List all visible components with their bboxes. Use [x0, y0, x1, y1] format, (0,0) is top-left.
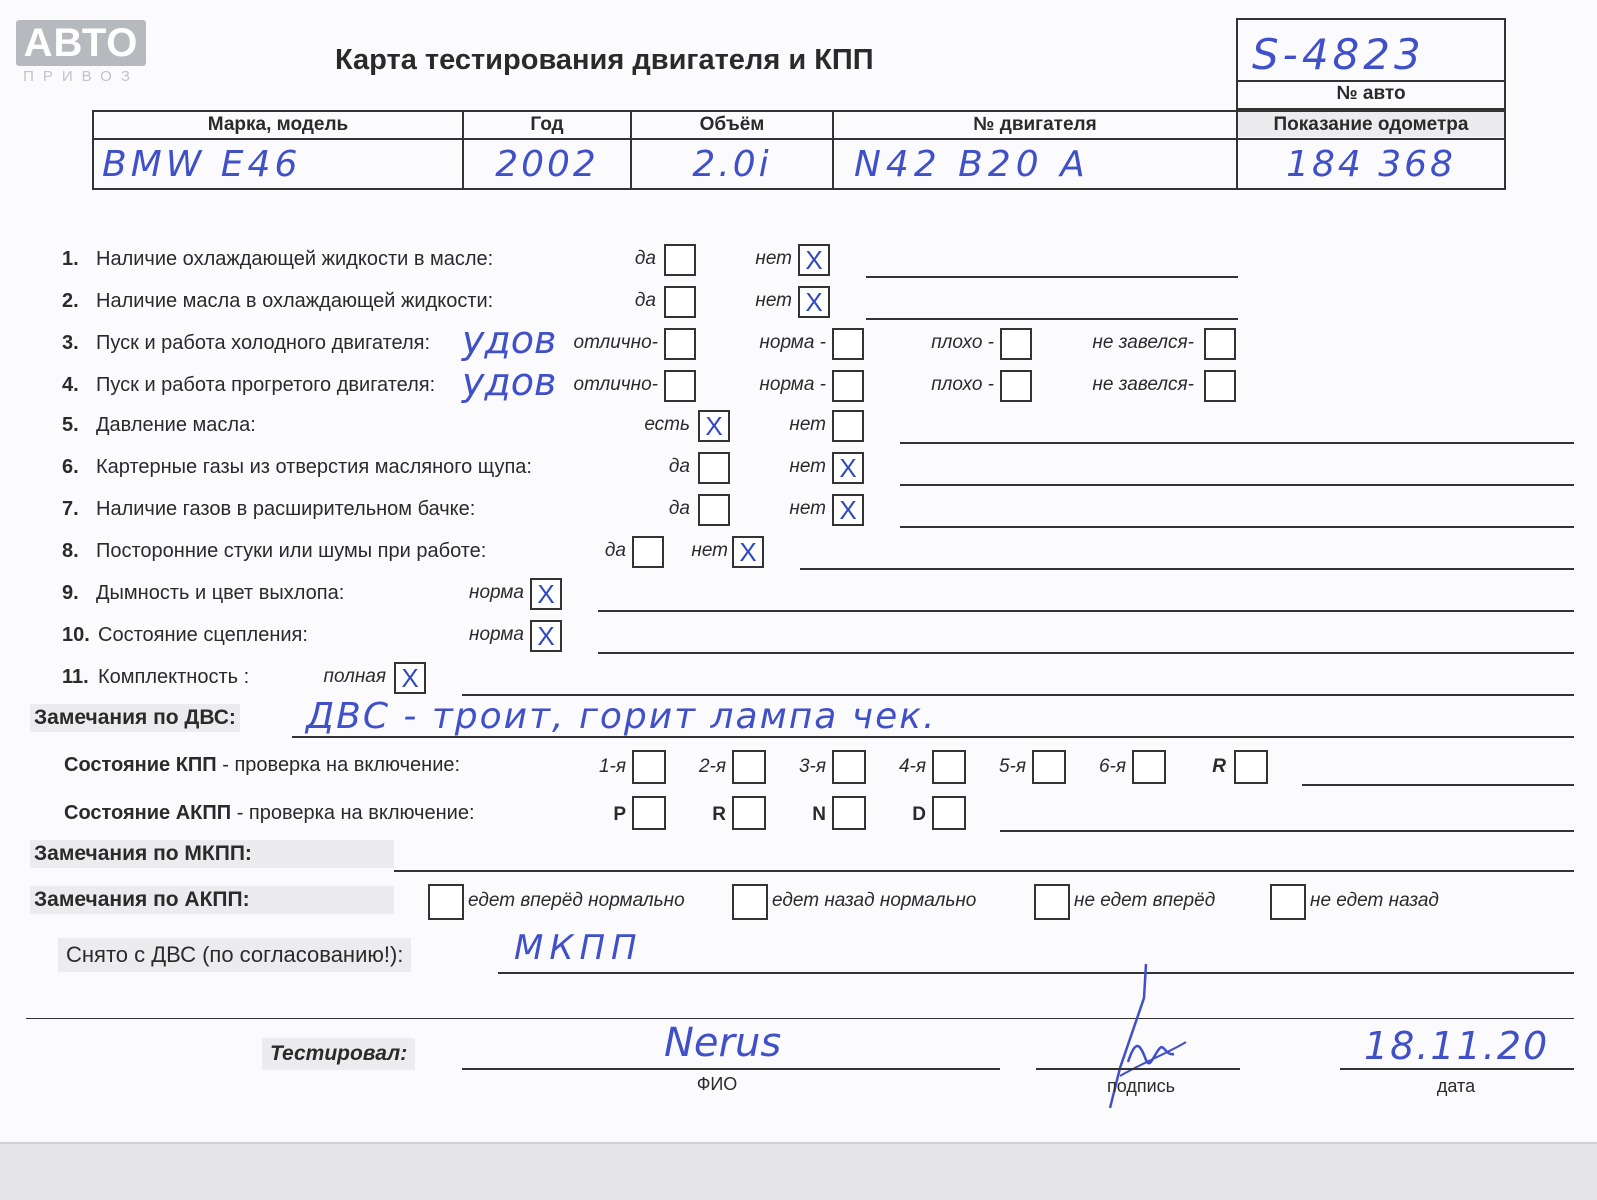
kpp-label-bold: Состояние КПП — [64, 754, 217, 776]
akpp-label — [64, 802, 475, 825]
q6-opt-yes: да — [668, 456, 690, 477]
q8-num: 8. — [62, 540, 79, 562]
akpp-no-backward-checkbox[interactable] — [1270, 884, 1306, 920]
document-title: Карта тестирования двигателя и КПП — [335, 44, 874, 76]
akpp-no-forward-label: не едет вперёд — [1074, 890, 1216, 911]
q2-num: 2. — [62, 290, 79, 312]
q3-opt-bad: плохо - — [931, 332, 994, 353]
q10-text: Состояние сцепления: — [98, 624, 308, 646]
odometer-value: 184 368 — [1286, 144, 1456, 185]
car-number-label: № авто — [1336, 83, 1406, 104]
q3-checkbox-bad[interactable] — [1000, 328, 1032, 360]
odometer-header: Показание одометра — [1238, 112, 1504, 137]
tested-name-value: Nerus — [664, 1020, 782, 1066]
q5-checkbox-yes[interactable] — [698, 410, 730, 442]
page-bottom-edge — [0, 1142, 1597, 1200]
q5-opt-no: нет — [789, 414, 826, 435]
kpp-checkbox-1[interactable] — [632, 750, 666, 784]
signature-caption: подпись — [1106, 1076, 1176, 1096]
q7-checkbox-no[interactable] — [832, 494, 864, 526]
q3-checkbox-excellent[interactable] — [664, 328, 696, 360]
brand-value: BMW E46 — [102, 144, 302, 185]
date-value: 18.11.20 — [1364, 1024, 1550, 1068]
car-number-value: S-4823 — [1252, 30, 1425, 79]
akpp-mode-d: D — [912, 804, 926, 825]
q4-opt-normal: норма - — [759, 374, 826, 395]
q8-opt-yes: да — [604, 540, 626, 561]
q4-opt-excellent: отлично- — [573, 374, 658, 395]
q3-text: Пуск и работа холодного двигателя: — [96, 332, 431, 354]
akpp-mode-p: P — [613, 804, 626, 825]
volume-value: 2.0i — [692, 144, 772, 185]
kpp-checkbox-2[interactable] — [732, 750, 766, 784]
removed-label: Снято с ДВС (по согласованию!): — [58, 938, 411, 972]
q1-num: 1. — [62, 248, 79, 270]
brand-logo — [16, 20, 146, 85]
akpp-mode-n: N — [812, 804, 826, 825]
remarks-engine-value: ДВС - троит, горит лампа чек. — [306, 696, 937, 737]
akpp-checkbox-d[interactable] — [932, 796, 966, 830]
q6-opt-no: нет — [789, 456, 826, 477]
akpp-mode-r: R — [712, 804, 726, 825]
kpp-gear-r: R — [1212, 756, 1226, 777]
q8-mark: X — [739, 537, 757, 567]
q4-note: удов — [462, 360, 557, 404]
akpp-label-rest: - проверка на включение: — [231, 802, 475, 824]
q7-text: Наличие газов в расширительном бачке: — [96, 498, 476, 520]
brand-header: Марка, модель — [207, 114, 349, 135]
q11-checkbox-full[interactable] — [394, 662, 426, 694]
q10-opt-normal: норма — [469, 624, 524, 645]
q4-checkbox-excellent[interactable] — [664, 370, 696, 402]
q5-num: 5. — [62, 414, 79, 436]
tested-label: Тестировал: — [262, 1038, 415, 1070]
logo-main-text: АВТО — [16, 20, 146, 66]
q3-note: удов — [462, 318, 557, 362]
q4-checkbox-normal[interactable] — [832, 370, 864, 402]
akpp-no-forward-checkbox[interactable] — [1034, 884, 1070, 920]
kpp-label — [64, 754, 460, 777]
q5-mark: X — [705, 411, 723, 441]
q5-text: Давление масла: — [96, 414, 256, 436]
car-number-box — [1236, 18, 1506, 110]
kpp-gear-4: 4-я — [898, 756, 926, 777]
q8-checkbox-yes[interactable] — [632, 536, 664, 568]
q4-text: Пуск и работа прогретого двигателя: — [96, 374, 436, 396]
kpp-checkbox-4[interactable] — [932, 750, 966, 784]
q2-checkbox-yes[interactable] — [664, 286, 696, 318]
q1-text: Наличие охлаждающей жидкости в масле: — [96, 248, 494, 270]
kpp-checkbox-3[interactable] — [832, 750, 866, 784]
q6-num: 6. — [62, 456, 79, 478]
q6-text: Картерные газы из отверстия масляного щупа: — [96, 456, 532, 478]
q3-opt-not-started: не завелся- — [1092, 332, 1194, 353]
remarks-engine-label: Замечания по ДВС: — [30, 704, 240, 732]
akpp-no-backward-label: не едет назад — [1310, 890, 1439, 911]
q2-text: Наличие масла в охлаждающей жидкости: — [96, 290, 494, 312]
q8-text: Посторонние стуки или шумы при работе: — [96, 540, 487, 562]
tested-name-caption: ФИО — [696, 1074, 738, 1094]
q1-opt-no: нет — [755, 248, 792, 269]
kpp-gear-5: 5-я — [998, 756, 1026, 777]
akpp-checkbox-p[interactable] — [632, 796, 666, 830]
q7-num: 7. — [62, 498, 79, 520]
q10-num: 10. — [62, 624, 90, 646]
q8-checkbox-no[interactable] — [732, 536, 764, 568]
q4-checkbox-bad[interactable] — [1000, 370, 1032, 402]
akpp-backward-ok-label: едет назад нормально — [772, 890, 977, 911]
kpp-label-rest: - проверка на включение: — [216, 754, 461, 776]
year-header: Год — [530, 114, 564, 135]
remarks-mkpp-label: Замечания по МКПП: — [30, 840, 394, 868]
q1-mark: X — [805, 245, 823, 275]
q10-mark: X — [537, 621, 555, 651]
engine-header: № двигателя — [973, 114, 1097, 135]
akpp-label-bold: Состояние АКПП — [64, 802, 232, 824]
q11-num: 11. — [62, 666, 89, 688]
q9-opt-normal: норма — [469, 582, 524, 603]
kpp-gear-6: 6-я — [1098, 756, 1126, 777]
kpp-gear-1: 1-я — [598, 756, 626, 777]
q4-opt-bad: плохо - — [931, 374, 994, 395]
q4-opt-not-started: не завелся- — [1092, 374, 1194, 395]
q2-checkbox-no[interactable] — [798, 286, 830, 318]
q1-opt-yes: да — [634, 248, 656, 269]
q7-opt-no: нет — [789, 498, 826, 519]
q7-mark: X — [839, 495, 857, 525]
q11-opt-full: полная — [323, 666, 386, 687]
logo-sub-text: ПРИВОЗ — [23, 68, 139, 85]
kpp-checkbox-6[interactable] — [1132, 750, 1166, 784]
q3-checkbox-not-started[interactable] — [1204, 328, 1236, 360]
akpp-checkbox-r[interactable] — [732, 796, 766, 830]
q2-mark: X — [805, 287, 823, 317]
akpp-checkbox-n[interactable] — [832, 796, 866, 830]
q4-num: 4. — [62, 374, 79, 396]
q1-checkbox-yes[interactable] — [664, 244, 696, 276]
kpp-checkbox-5[interactable] — [1032, 750, 1066, 784]
q8-opt-no: нет — [691, 540, 728, 561]
q7-opt-yes: да — [668, 498, 690, 519]
volume-header: Объём — [699, 114, 765, 135]
q2-opt-no: нет — [755, 290, 792, 311]
kpp-gear-3: 3-я — [798, 756, 826, 777]
q11-mark: X — [401, 663, 419, 693]
engine-value: N42 B20 A — [854, 144, 1090, 185]
q2-opt-yes: да — [634, 290, 656, 311]
akpp-forward-ok-label: едет вперёд нормально — [468, 890, 685, 911]
q3-opt-normal: норма - — [759, 332, 826, 353]
remarks-akpp-label: Замечания по АКПП: — [30, 886, 394, 914]
akpp-forward-ok-checkbox[interactable] — [428, 884, 464, 920]
q9-mark: X — [537, 579, 555, 609]
q6-mark: X — [839, 453, 857, 483]
q9-checkbox-normal[interactable] — [530, 578, 562, 610]
q9-text: Дымность и цвет выхлопа: — [96, 582, 345, 604]
q1-checkbox-no[interactable] — [798, 244, 830, 276]
q3-opt-excellent: отлично- — [573, 332, 658, 353]
year-value: 2002 — [495, 144, 599, 185]
q11-text: Комплектность : — [98, 666, 250, 688]
date-caption: дата — [1436, 1076, 1476, 1096]
q4-checkbox-not-started[interactable] — [1204, 370, 1236, 402]
q3-num: 3. — [62, 332, 79, 354]
q6-checkbox-no[interactable] — [832, 452, 864, 484]
q5-checkbox-no[interactable] — [832, 410, 864, 442]
q10-checkbox-normal[interactable] — [530, 620, 562, 652]
akpp-backward-ok-checkbox[interactable] — [732, 884, 768, 920]
kpp-checkbox-r[interactable] — [1234, 750, 1268, 784]
q5-opt-yes: есть — [644, 414, 690, 435]
q7-checkbox-yes[interactable] — [698, 494, 730, 526]
header-table — [92, 110, 1506, 190]
q6-checkbox-yes[interactable] — [698, 452, 730, 484]
q9-num: 9. — [62, 582, 79, 604]
removed-value: МКПП — [514, 928, 643, 968]
kpp-gear-2: 2-я — [698, 756, 726, 777]
q3-checkbox-normal[interactable] — [832, 328, 864, 360]
